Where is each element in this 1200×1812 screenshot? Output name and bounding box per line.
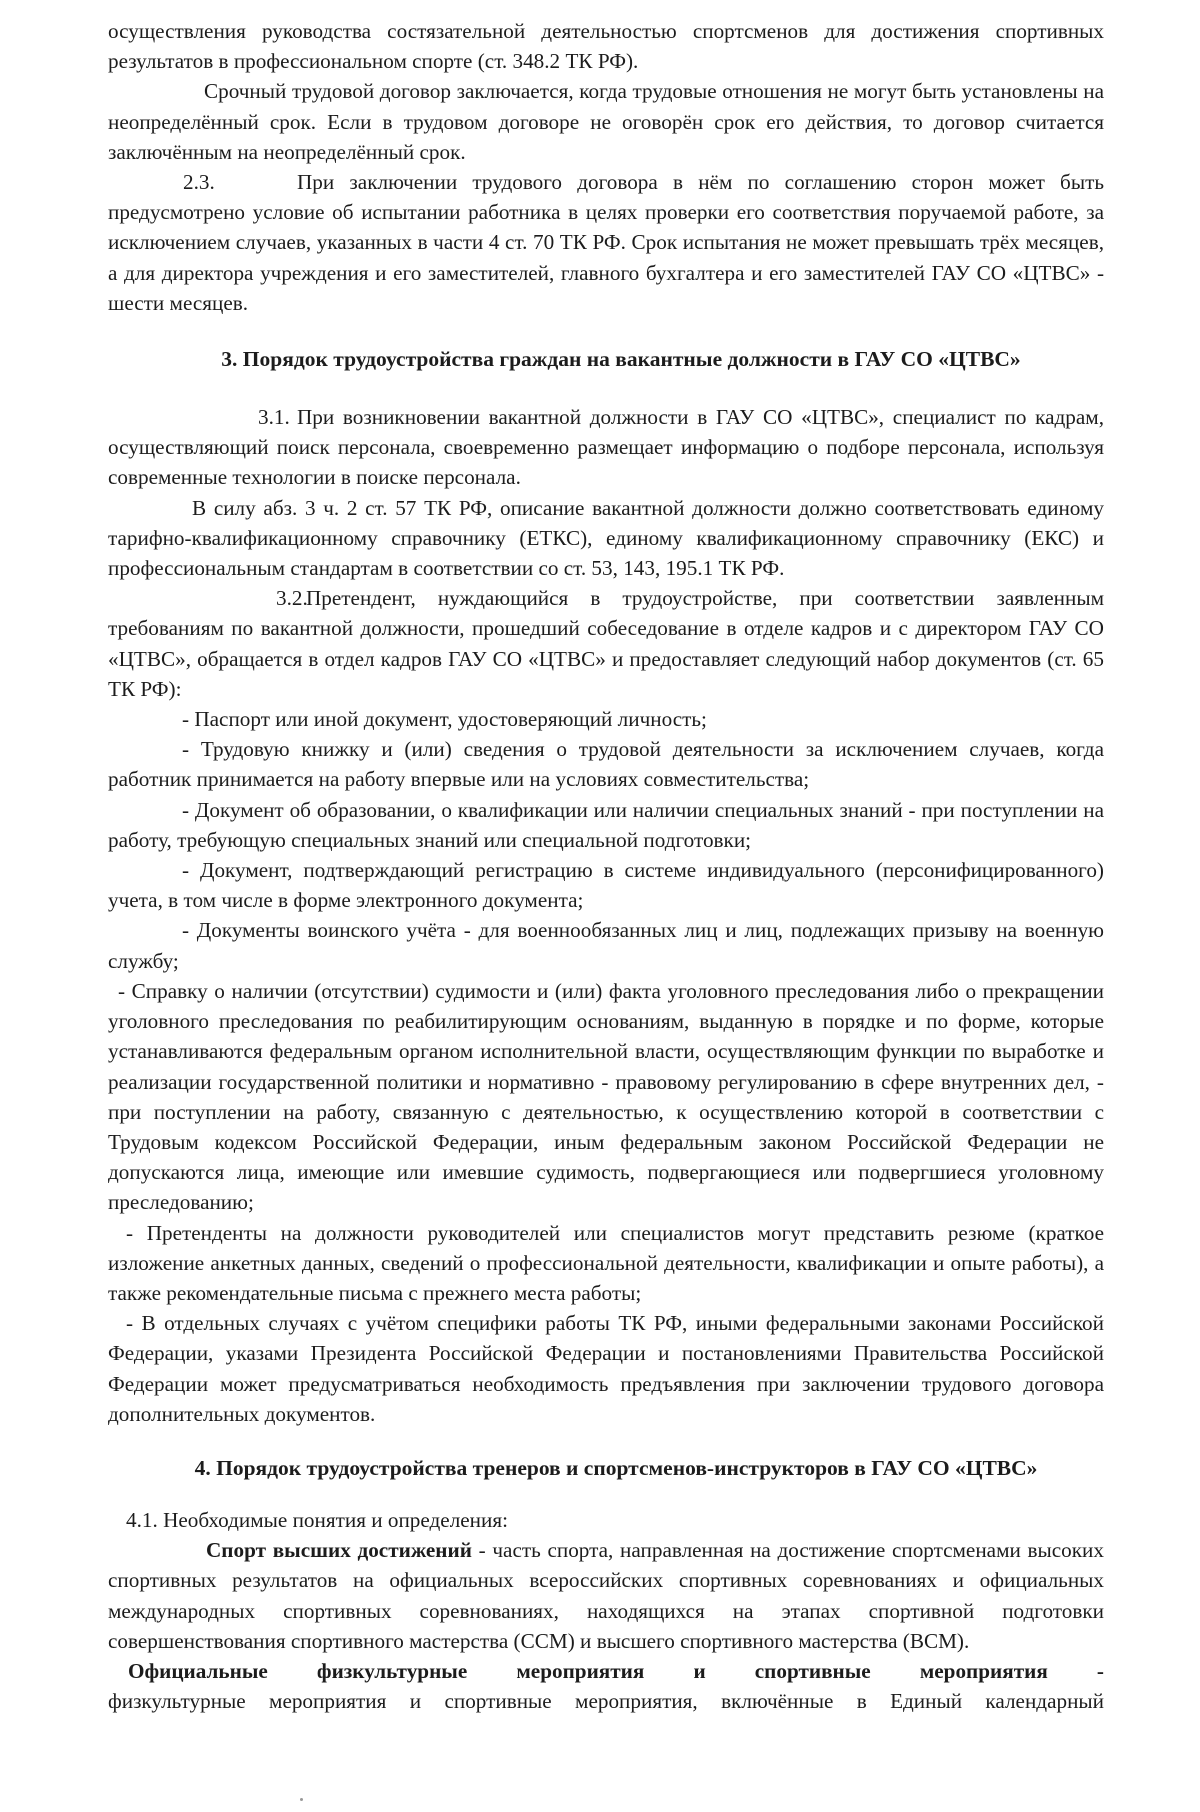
clause-text: При возникновении вакантной должности в ГАУ СО «ЦТВС», специалист по кадрам, осуществляющий поиск персонала, своевременно размещает информацию о подборе персонала, используя современные технологии в поиске персонала. [108, 405, 1104, 490]
section-3-heading: 3. Порядок трудоустройства граждан на вакантные должности в ГАУ СО «ЦТВС» [221, 347, 1021, 372]
clause-text: При заключении трудового договора в нём по соглашению сторон может быть предусмотрено условие об испытании работника в целях проверки его соответствия поручаемой работе, за исключением случаев, указанных в части 4 ст. 70 ТК РФ. Срок испытания не может превышать трёх месяцев, а для директора учреждения и его заместителей, главного бухгалтера и его заместителей ГАУ СО «ЦТВС» - шести месяцев. [108, 170, 1104, 315]
list-item-military: - Документы воинского учёта - для военнообязанных лиц и лиц, подлежащих призыву на военную службу; [108, 918, 1104, 973]
definition-official-events-term [108, 1656, 1104, 1686]
paragraph-fixed-term-contract: Срочный трудовой договор заключается, когда трудовые отношения не могут быть установлены на неопределённый срок. Если в трудовом договоре не оговорён срок его действия, то договор считается заключённым на неопределённый срок. [108, 79, 1104, 164]
definition-elite-sport [108, 1535, 1104, 1656]
list-item-education: - Документ об образовании, о квалификации или наличии специальных знаний - при поступлении на работу, требующую специальных знаний или специальной подготовки; [108, 797, 1104, 852]
clause-2-3 [108, 167, 1104, 318]
clause-number: 3.1. [258, 405, 290, 430]
section-4-heading: 4. Порядок трудоустройства тренеров и спортсменов-инструкторов в ГАУ СО «ЦТВС» [194, 1455, 1038, 1480]
term-word: и [693, 1658, 706, 1683]
clause-text: Претендент, нуждающийся в трудоустройстве, при соответствии заявленным требованиям по вакантной должности, прошедший собеседование в отделе кадров и с директором ГАУ СО «ЦТВС», обращается в отдел кадров ГАУ СО «ЦТВС» и предоставляет следующий набор документов (ст. 65 ТК РФ): [108, 586, 1104, 701]
clause-3-2 [108, 583, 1104, 704]
list-item-resume: - Претенденты на должности руководителей или специалистов могут представить резюме (краткое изложение анкетных данных, сведений о профессиональной деятельности, квалификации и опыте работы), а также рекомендательные письма с прежнего места работы; [108, 1220, 1104, 1305]
term-word: - [1096, 1658, 1104, 1683]
clause-4-1: 4.1. Необходимые понятия и определения: [126, 1507, 508, 1532]
term-word: мероприятия [919, 1658, 1048, 1683]
list-item-work-book: - Трудовую книжку и (или) сведения о трудовой деятельности за исключением случаев, когда работник принимается на работу впервые или на условиях совместительства; [108, 737, 1104, 792]
term-word: физкультурные [316, 1658, 468, 1683]
defined-term: Спорт высших достижений [206, 1538, 472, 1563]
paragraph-vacancy-description: В силу абз. 3 ч. 2 ст. 57 ТК РФ, описание вакантной должности должно соответствовать единому тарифно-квалификационному справочнику (ЕТКС), единому квалификационному справочнику (ЕКС) и профессиональным стандартам в соответствии со ст. 53, 143, 195.1 ТК РФ. [108, 495, 1104, 581]
clause-number: 3.2. [276, 586, 308, 611]
definition-official-events-text: физкультурные мероприятия и спортивные мероприятия, включённые в Единый календарный [108, 1689, 1104, 1714]
term-word: Официальные [128, 1658, 268, 1683]
paragraph-continuation: осуществления руководства состязательной деятельностью спортсменов для достижения спортивных результатов в профессиональном спорте (ст. 348.2 ТК РФ). [108, 19, 1104, 74]
list-item-criminal-record: - Справку о наличии (отсутствии) судимости и (или) факта уголовного преследования либо о прекращении уголовного преследования по реабилитирующим основаниям, выданную в порядке и по форме, которые устанавливаются федеральным органом исполнительной власти, осуществляющим функции по выработке и реализации государственной политики и нормативно - правовому регулированию в сфере внутренних дел, - при поступлении на работу, связанную с деятельностью, к осуществлению которой в соответствии с Трудовым кодексом Российской Федерации, иным федеральным законом Российской Федерации не допускаются лица, имеющие или имевшие судимость, подвергающиеся или подвергшиеся уголовному преследованию; [108, 978, 1104, 1215]
clause-number: 2.3. [183, 170, 215, 195]
term-word: спортивные [754, 1658, 871, 1683]
clause-3-1 [108, 402, 1104, 493]
scan-speck [300, 1798, 303, 1801]
term-word: мероприятия [516, 1658, 645, 1683]
definition-text: - часть спорта, направленная на достижение спортсменами высоких спортивных результатов на официальных всероссийских спортивных соревнованиях и официальных международных спортивных соревнованиях, находящихся на этапах спортивной подготовки совершенствования спортивного мастерства (ССМ) и высшего спортивного мастерства (ВСМ). [108, 1538, 1104, 1653]
list-item-passport: - Паспорт или иной документ, удостоверяющий личность; [182, 707, 707, 732]
list-item-registration: - Документ, подтверждающий регистрацию в системе индивидуального (персонифицированного) учета, в том числе в форме электронного документа; [108, 858, 1104, 913]
list-item-additional: - В отдельных случаях с учётом специфики работы ТК РФ, иными федеральными законами Российской Федерации, указами Президента Российской Федерации и постановлениями Правительства Российской Федерации может предусматриваться необходимость предъявления при заключении трудового договора дополнительных документов. [108, 1311, 1104, 1426]
